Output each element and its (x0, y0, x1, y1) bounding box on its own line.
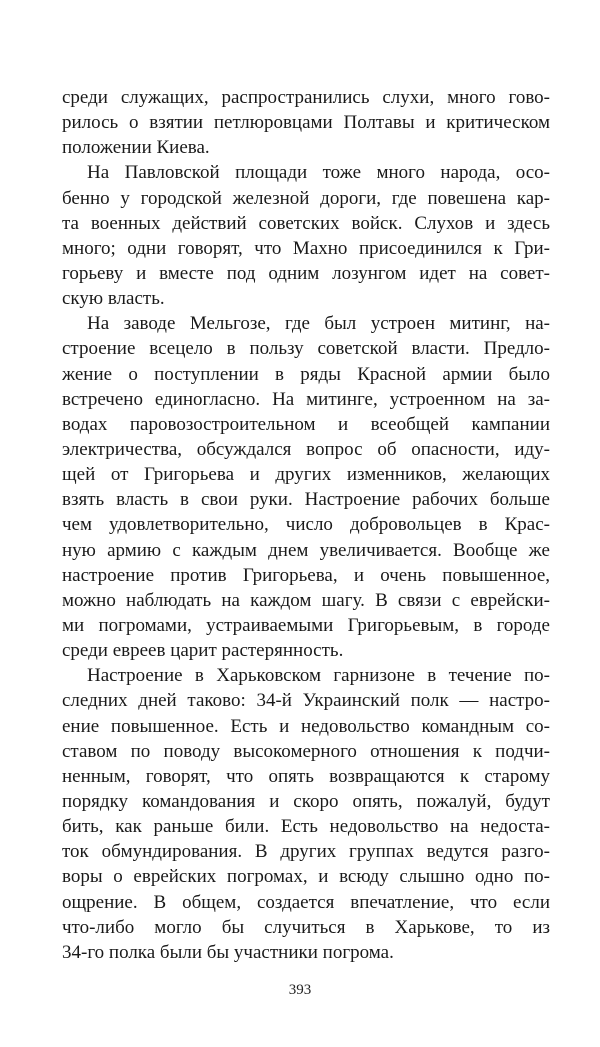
text-line: ную армию с каждым днем увеличивается. Вообще же (62, 539, 550, 561)
text-line: та военных действий советских войск. Слухов и здесь (62, 212, 550, 234)
text-line: что-либо могло бы случиться в Харькове, то из (62, 916, 550, 938)
text-line: положении Киева. (62, 137, 210, 159)
text-line: среди служащих, распространились слухи, много гово- (62, 87, 550, 108)
text-line: водах паровозостроительном и всеобщей кампании (62, 413, 550, 435)
text-line: На заводе Мельгозе, где был устроен митинг, на- (87, 313, 550, 335)
text-line: настроение против Григорьева, и очень повышенное, (62, 564, 550, 586)
text-line: рилось о взятии петлюровцами Полтавы и критическом (62, 112, 550, 134)
page-number: 393 (288, 982, 312, 998)
text-line: строение всецело в пользу советской власти. Предло- (62, 338, 550, 360)
text-line: воры о еврейских погромах, и всюду слышно одно по- (62, 866, 550, 888)
text-line: 34-го полка были бы участники погрома. (62, 941, 394, 963)
text-line: порядку командования и скоро опять, пожалуй, будут (62, 790, 550, 812)
text-line: ставом по поводу высокомерного отношения к подчи- (62, 740, 550, 762)
text-line: электричества, обсуждался вопрос об опасности, иду- (62, 438, 550, 460)
text-line: бенно у городской железной дороги, где повешена кар- (62, 187, 550, 209)
text-line: ение повышенное. Есть и недовольство командным со- (62, 715, 550, 737)
text-line: скую власть. (62, 288, 165, 310)
text-line: ми погромами, устраиваемыми Григорьевым, в городе (62, 614, 550, 636)
text-line: много; одни говорят, что Махно присоединился к Гри- (62, 237, 550, 259)
text-line: бить, как раньше били. Есть недовольство на недоста- (62, 816, 550, 838)
text-line: можно наблюдать на каждом шагу. В связи с еврейски- (62, 589, 550, 611)
text-line: ощрение. В общем, создается впечатление, что если (62, 891, 550, 913)
text-line: жение о поступлении в ряды Красной армии было (62, 363, 550, 385)
text-line: На Павловской площади тоже много народа, осо- (87, 162, 550, 184)
text-line: ток обмундирования. В других группах ведутся разго- (62, 841, 550, 863)
text-line: горьеву и вместе под одним лозунгом идет на совет- (62, 262, 550, 284)
text-line: чем удовлетворительно, число добровольцев в Крас- (62, 514, 550, 536)
text-line: встречено единогласно. На митинге, устроенном на за- (62, 388, 550, 410)
text-line: следних дней таково: 34-й Украинский полк — настро- (62, 690, 550, 712)
text-line: взять власть в свои руки. Настроение рабочих больше (62, 489, 550, 511)
text-line: щей от Григорьева и других изменников, желающих (62, 464, 550, 486)
text-line: Настроение в Харьковском гарнизоне в течение по- (87, 665, 550, 687)
text-line: ненным, говорят, что опять возвращаются к старому (62, 765, 550, 787)
page-body (62, 85, 550, 965)
text-line: среди евреев царит растерянность. (62, 640, 344, 662)
